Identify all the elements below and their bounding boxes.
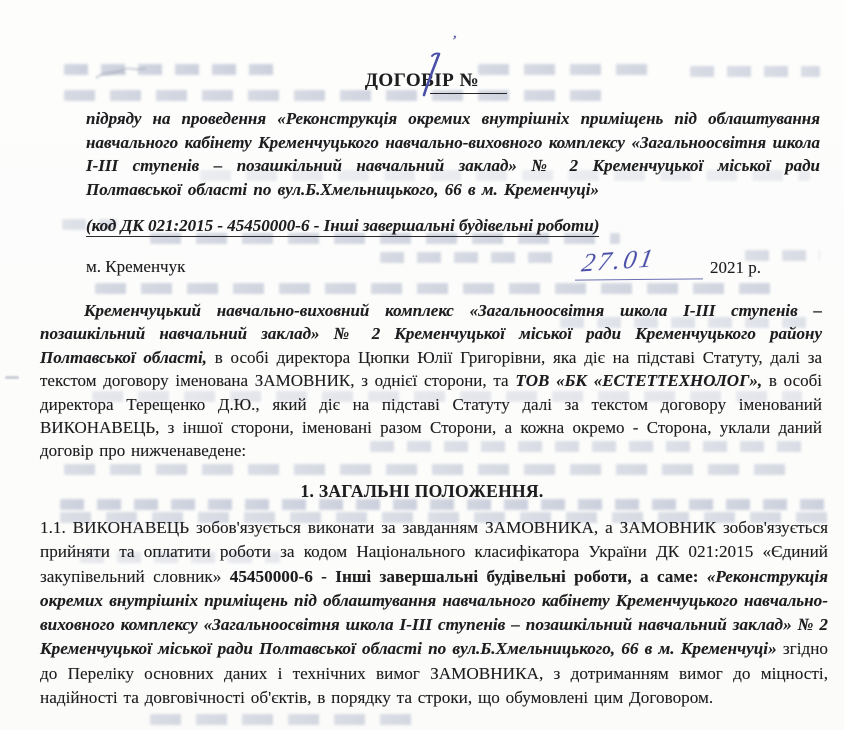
date-handwritten: 27.01 <box>579 243 659 278</box>
contract-number-handwritten <box>420 50 446 98</box>
preamble-paragraph <box>40 299 822 463</box>
subject-paragraph: підряду на проведення «Реконструкція окремих внутрішніх приміщень під облаштування навчального кабінету Кременчуцького навчально-виховного комплексу «Загальноосвітня школа І-ІІІ ступенів – позашкільний навчальний заклад» № 2 Кременчуцької міської ради Полтавської області по вул.Б.Хмельницького, 66 в м. Кременчуці» <box>86 109 820 199</box>
bleed-through-line <box>150 714 425 725</box>
date-underline <box>575 278 703 280</box>
procurement-code-text: (код ДК 021:2015 - 45450000-6 - Інші завершальні будівельні роботи) <box>86 216 600 235</box>
clause-1-1-code: 45450000-6 - Інші завершальні будівельні роботи, а саме: <box>229 566 707 586</box>
customer-name: Кременчуцький навчально-виховний комплекс «Загальноосвітня школа І-ІІІ ступенів – позашкільний навчальний заклад» № 2 Кременчуцької міської ради Кременчуцького району Полтавської області, <box>40 301 822 367</box>
section-heading: 1. ЗАГАЛЬНІ ПОЛОЖЕННЯ. <box>300 481 544 501</box>
contractor-details: в особі директора Терещенко Д.Ю., який діє на підставі Статуту далі за текстом договору іменований ВИКОНАВЕЦЬ, з іншої сторони, іменовані разом Сторони, а кожна окремо - Сторона, уклали даний договір про нижченаведене: <box>40 371 822 461</box>
margin-mark <box>5 376 19 379</box>
bleed-through-line <box>95 283 785 294</box>
place-label: м. Кременчук <box>86 257 186 276</box>
customer-details: в особі директора Цюпки Юлії Григорівни, яка діє на підставі Статуту, далі за текстом договору іменована ЗАМОВНИК, з однієї сторони, та <box>40 347 822 391</box>
procurement-code-line <box>86 216 820 236</box>
ink-tick-mark: ’ <box>449 32 459 51</box>
clause-1-1-lead: 1.1. ВИКОНАВЕЦЬ зобов'язується виконати за завданням ЗАМОВНИКА, а ЗАМОВНИК зобов'язується прийняти та оплатити роботи за кодом Національного класифікатора України ДК 021:2015 «Єдиний закупівельний словник» <box>40 518 828 586</box>
bleed-through-line <box>380 252 565 263</box>
clause-1-1-tail: згідно до Переліку основних даних і технічних вимог ЗАМОВНИКА, з дотриманням вимог до міцності, надійності та довговічності об'єктів, в порядку та строки, що обумовлені цим Договором. <box>40 639 829 708</box>
contractor-name: ТОВ «БК «ЕСТЕТТЕХНОЛОГ», <box>515 371 763 391</box>
contract-title: ДОГОВІР № <box>364 70 480 91</box>
clause-1-1 <box>40 516 828 710</box>
clause-1-1-object: «Реконструкція окремих внутрішніх приміщень під облаштування навчального кабінету Кременчуцького навчально-виховного комплексу «Загальноосвітня школа І-ІІІ ступенів – позашкільний навчальний заклад» № 2 Кременчуцької міської ради Полтавської області по вул.Б.Хмельницького, 66 в м. Кременчуці» <box>40 566 828 659</box>
year-label: 2021 р. <box>710 258 761 277</box>
bleed-through-line <box>64 464 794 475</box>
